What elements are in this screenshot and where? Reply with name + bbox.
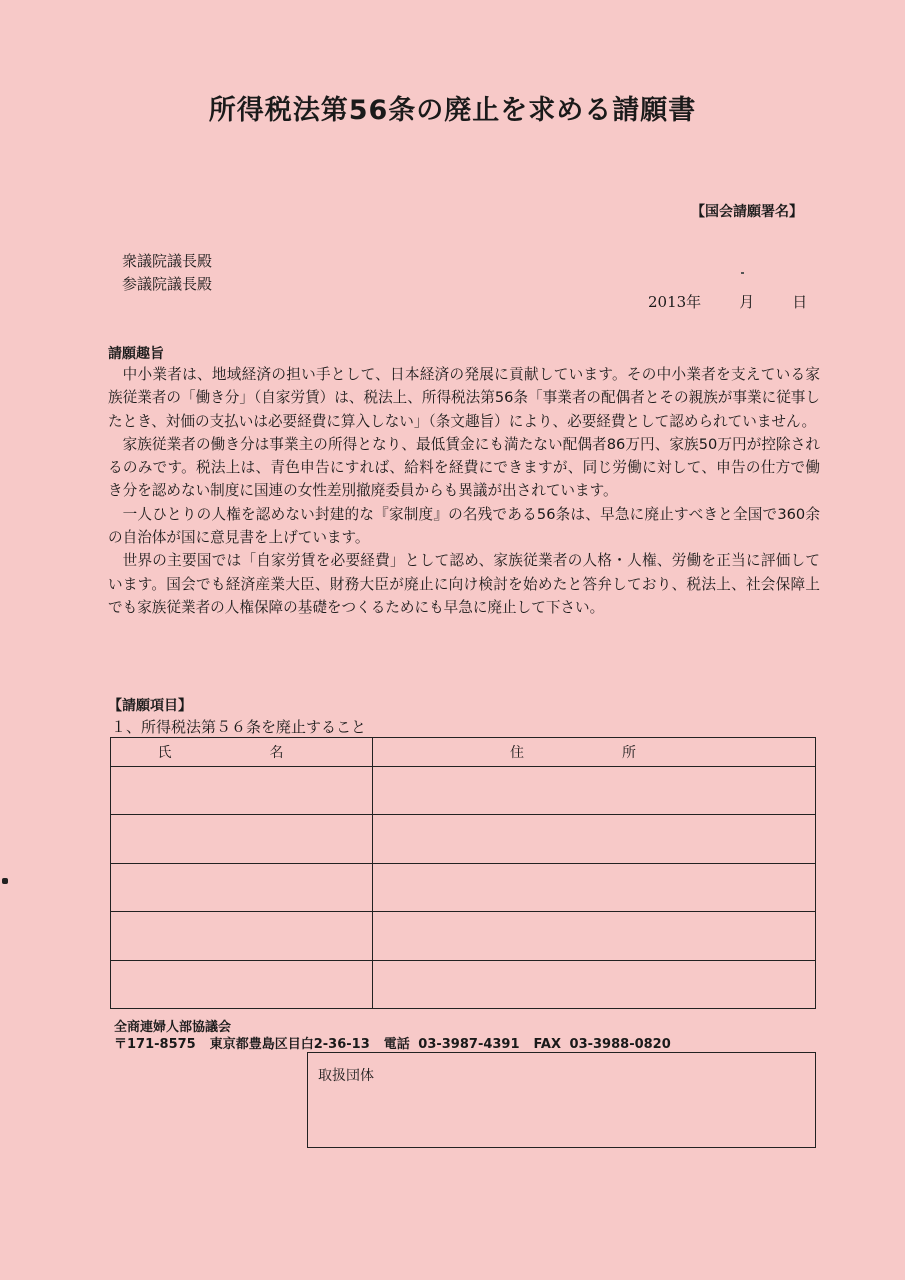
page-title: 所得税法第56条の廃止を求める請願書 bbox=[208, 95, 697, 126]
scan-speck bbox=[741, 272, 744, 274]
table-row bbox=[111, 767, 816, 815]
postal-code: 〒171-8575 bbox=[114, 1037, 196, 1052]
purpose-heading: 請願趣旨 bbox=[108, 346, 164, 362]
purpose-paragraph: 家族従業者の働き分は事業主の所得となり、最低賃金にも満たない配偶者86万円、家族50万円が控除されるのみです。税法上は、青色申告にすれば、給料を経費にできますが、同じ労働に対して、申告の仕方で働き分を認めない制度に国連の女性差別撤廃委員からも異議が出されています。 bbox=[108, 435, 820, 500]
organization-name: 全商連婦人部協議会 bbox=[114, 1020, 232, 1035]
purpose-body bbox=[108, 363, 820, 619]
name-column-header: 氏 名 bbox=[111, 738, 373, 767]
items-heading: 【請願項目】 bbox=[108, 698, 192, 714]
table-row bbox=[111, 912, 816, 960]
fax-number: FAX 03-3988-0820 bbox=[533, 1037, 671, 1052]
name-cell[interactable] bbox=[111, 815, 373, 863]
street-address: 東京都豊島区目白2-36-13 bbox=[209, 1037, 370, 1052]
address-cell[interactable] bbox=[373, 960, 816, 1008]
date-month: 月 bbox=[739, 293, 755, 311]
address-column-header: 住 所 bbox=[373, 738, 816, 767]
name-cell[interactable] bbox=[111, 960, 373, 1008]
signature-table bbox=[110, 737, 816, 1009]
petition-type-tag: 【国会請願署名】 bbox=[691, 204, 803, 220]
name-cell[interactable] bbox=[111, 863, 373, 911]
date-day: 日 bbox=[792, 293, 808, 311]
table-row bbox=[111, 960, 816, 1008]
purpose-paragraph: 一人ひとりの人権を認めない封建的な『家制度』の名残である56条は、早急に廃止すべきと全国で360余の自治体が国に意見書を上げています。 bbox=[108, 505, 820, 547]
purpose-paragraph: 中小業者は、地域経済の担い手として、日本経済の発展に貢献しています。その中小業者を支えている家族従業者の「働き分」（自家労賃）は、税法上、所得税法第56条「事業者の配偶者とその親族が事業に従事したとき、対価の支払いは必要経費に算入しない」（条文趣旨）により、必要経費として認められていません。 bbox=[108, 366, 820, 430]
address-cell[interactable] bbox=[373, 767, 816, 815]
handling-organization-box[interactable] bbox=[307, 1052, 816, 1148]
address-cell[interactable] bbox=[373, 815, 816, 863]
phone-number: 電話 03-3987-4391 bbox=[383, 1037, 520, 1052]
addressee-upper-house: 参議院議長殿 bbox=[122, 275, 213, 293]
scan-speck bbox=[2, 878, 8, 884]
name-cell[interactable] bbox=[111, 767, 373, 815]
table-row bbox=[111, 863, 816, 911]
address-cell[interactable] bbox=[373, 863, 816, 911]
petition-item: １、所得税法第５６条を廃止すること bbox=[111, 718, 367, 736]
purpose-paragraph: 世界の主要国では「自家労賃を必要経費」として認め、家族従業者の人格・人権、労働を正当に評価しています。国会でも経済産業大臣、財務大臣が廃止に向け検討を始めたと答弁しており、税法上、社会保障上でも家族従業者の人権保障の基礎をつくるためにも早急に廃止して下さい。 bbox=[108, 552, 820, 616]
organization-contact bbox=[114, 1033, 685, 1052]
handling-organization-label: 取扱団体 bbox=[318, 1068, 374, 1084]
address-cell[interactable] bbox=[373, 912, 816, 960]
name-cell[interactable] bbox=[111, 912, 373, 960]
table-row bbox=[111, 815, 816, 863]
addressee-lower-house: 衆議院議長殿 bbox=[122, 252, 213, 270]
date-line bbox=[648, 291, 807, 312]
date-year: 2013年 bbox=[648, 293, 702, 311]
